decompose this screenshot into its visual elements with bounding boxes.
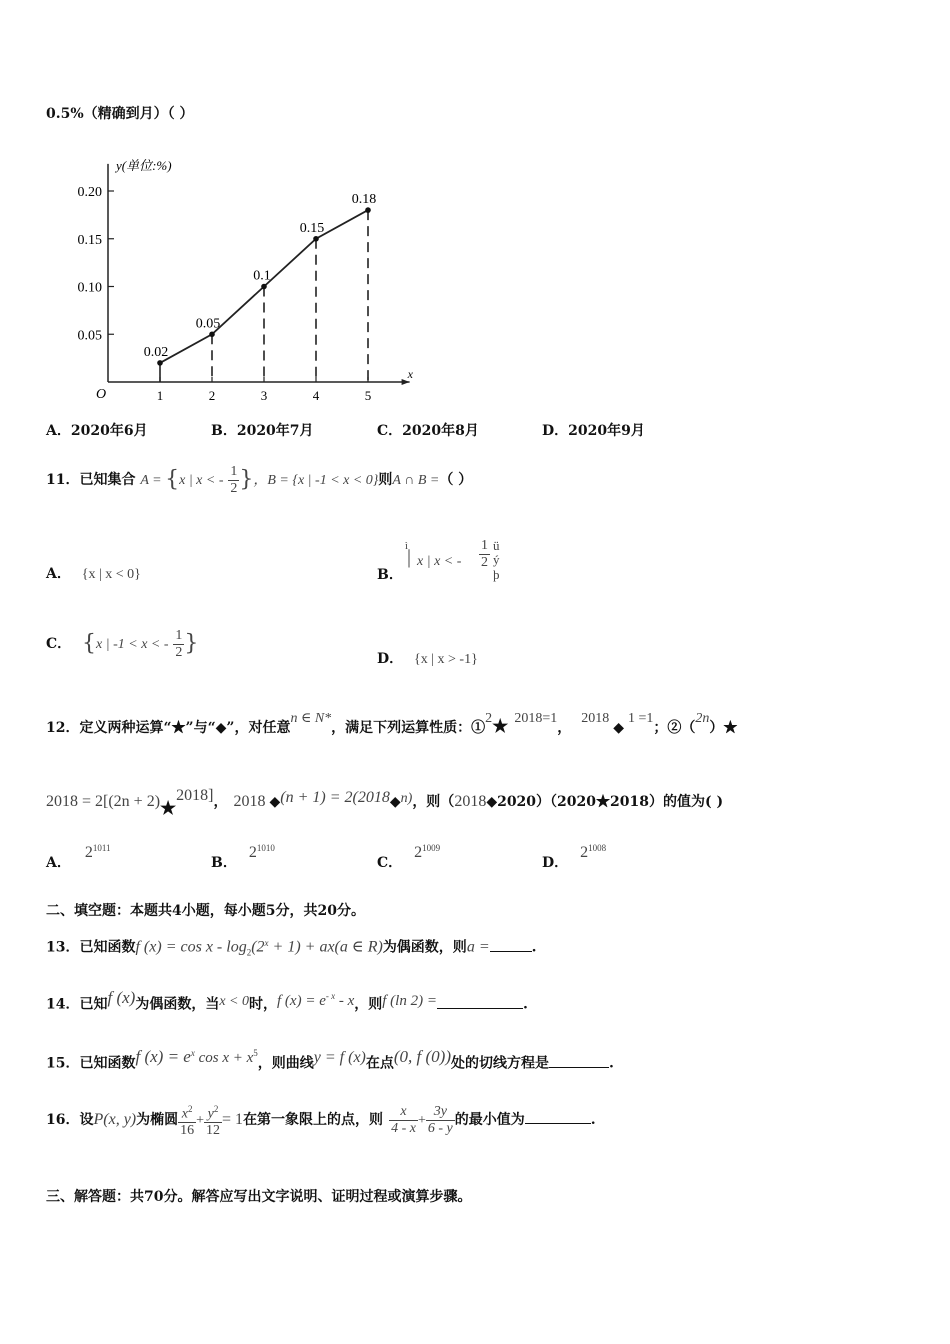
brace-open: { — [165, 467, 180, 492]
q11-setB: ，B = {x | -1 < x < 0} — [253, 473, 379, 488]
origin-label: O — [96, 387, 107, 402]
q12-option-d[interactable]: D．$2^{1008}$ — [542, 843, 607, 871]
data-label: 0.18 — [351, 192, 377, 208]
q10-option-c[interactable]: C．2020年8月 — [377, 423, 479, 439]
answer-blank[interactable] — [490, 951, 532, 952]
q11-setA-prefix: A = — [140, 473, 166, 488]
q12-line1: 12．定义两种运算“★”与“◆”，对任意n ∈ N*，满足下列运算性质：①2★ 2018=1，2018◆1 =1；②（2n）★ — [46, 711, 738, 737]
diamond-icon: ◆ — [269, 794, 281, 810]
x-axis-label: x — [407, 367, 413, 381]
q11-setA-body: x | x < - — [179, 473, 224, 488]
q12-option-c[interactable]: C．$2^{1009}$ — [377, 843, 441, 871]
y-tick-label: 0.15 — [77, 232, 102, 248]
data-point — [261, 284, 267, 290]
q10-option-b[interactable]: B．2020年7月 — [211, 423, 314, 439]
q13: 13．已知函数f $(x) = \cos x - \log_2(2^x + 1) + ax(a$ ∈ R)为偶函数，则a = . — [46, 938, 537, 958]
q11-half-fraction: $\frac{1}{2}$ — [230, 463, 238, 496]
x-tick-label: 3 — [260, 388, 268, 403]
y-axis-label: y(单位:%) — [116, 157, 172, 173]
section-2-heading: 二、填空题：本题共4小题，每小题5分，共20分。 — [46, 903, 365, 919]
data-point — [365, 207, 371, 213]
q14: 14．已知f (x)为偶函数，当x < 0时，f $(x) = e^{- x} - x$，则f (ln 2) = . — [46, 987, 528, 1013]
data-point — [209, 331, 215, 337]
line-chart — [60, 155, 420, 405]
q11-option-c-math: x | -1 < x < - — [96, 637, 169, 652]
star-icon: ★ — [492, 716, 509, 737]
data-label: 0.02 — [143, 344, 169, 360]
q12-line2: 2018 = 2[(2n + 2)★2018]， 2018 ◆(n + 1) = 2(2018◆n)，则（2018◆2020）（2020★2018）的值为( ) — [46, 787, 724, 819]
x-tick-label: 1 — [156, 388, 164, 403]
q11-option-a-math: {x | x < 0} — [81, 567, 141, 582]
q11-option-a[interactable]: A． {x | x < 0} — [46, 566, 141, 582]
q16-x2-over-16: $\frac{x^2}{16}$ — [178, 1101, 196, 1140]
q12-option-b[interactable]: B．$2^{1010}$ — [211, 843, 275, 871]
x-tick-label: 2 — [208, 388, 216, 403]
q11-option-b-math: x | x < - — [417, 554, 462, 569]
q12-option-a[interactable]: A．$2^{1011}$ — [46, 843, 111, 871]
x-tick-label: 5 — [364, 388, 372, 403]
q11-then: 则 — [378, 472, 393, 488]
q15: 15．已知函数f $(x) = e^x$ $\cos x + x^5$，则曲线y = f (x)在点(0, f (0))处的切线方程是 . — [46, 1046, 614, 1072]
q10-option-d[interactable]: D．2020年9月 — [542, 423, 645, 439]
q11-paren: （ ） — [439, 472, 473, 488]
star-icon: ★ — [160, 798, 177, 819]
garble-left: ì — [405, 540, 409, 552]
section-3-heading: 三、解答题：共70分。解答应写出文字说明、证明过程或演算步骤。 — [46, 1189, 472, 1205]
q11-intersect: A ∩ B = — [392, 473, 440, 488]
answer-blank[interactable] — [549, 1067, 609, 1068]
data-label: 0.15 — [299, 220, 325, 236]
q16-y2-over-12: $\frac{y^2}{12}$ — [204, 1101, 222, 1140]
data-point — [157, 360, 163, 366]
q16-fraction-1: $\frac{x}{4 - x}$ — [391, 1103, 416, 1136]
q11-option-c-fraction: $\frac{1}{2}$ — [175, 627, 183, 660]
brace-close: } — [239, 467, 254, 492]
diamond-icon: ◆ — [389, 794, 401, 810]
answer-blank[interactable] — [437, 1008, 523, 1009]
y-tick-label: 0.05 — [77, 328, 102, 344]
y-tick-label: 0.20 — [77, 185, 102, 200]
q11-option-b-fraction: $\frac{1}{2}$ — [481, 538, 488, 570]
diamond-icon: ◆ — [613, 720, 624, 736]
x-tick-label: 4 — [312, 388, 320, 403]
q12-n-in-N: n ∈ N* — [290, 711, 332, 726]
data-label: 0.05 — [195, 316, 221, 332]
q16-fraction-2: $\frac{3y}{6 - y}$ — [427, 1103, 453, 1136]
q11-option-d[interactable]: D． {x | x > -1} — [377, 651, 478, 667]
q11-stem — [46, 460, 472, 501]
q11-option-c[interactable]: C． {x | -1 < x < - $\frac{1}{2}$ } — [46, 627, 199, 660]
answer-blank[interactable] — [525, 1123, 591, 1124]
q11-option-d-math: {x | x > -1} — [414, 652, 478, 667]
data-point — [313, 236, 319, 242]
q16: 16．设P(x, y)为椭圆 $\frac{x^2}{16}$ + $\frac{y^2}{12}$ = 1在第一象限上的点，则 $\frac{x}{4 - x}$ + $\frac{3y}{6 - y}$ 的最小值为 . — [46, 1100, 596, 1141]
y-tick-label: 0.10 — [77, 280, 102, 296]
data-label: 0.1 — [253, 268, 271, 284]
q10-option-a[interactable]: A．2020年6月 — [46, 423, 148, 439]
q10-stem-tail: 0.5%（精确到月）（ ） — [46, 106, 194, 122]
q11-number: 11．已知集合 — [46, 472, 136, 488]
